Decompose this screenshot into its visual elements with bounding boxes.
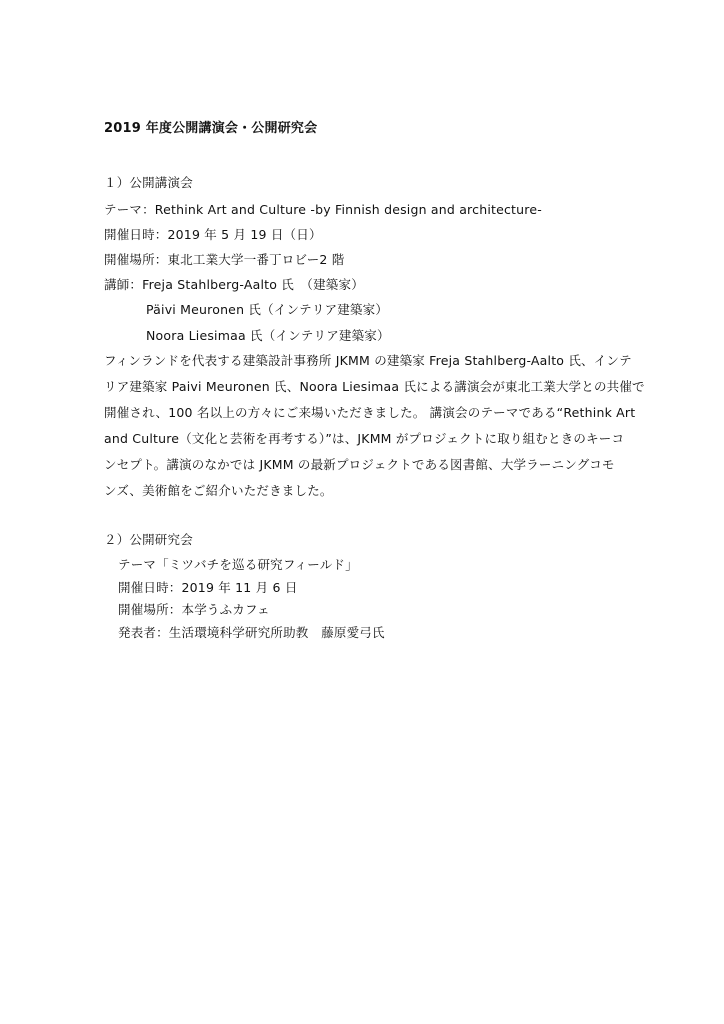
section1-place: 開催場所：東北工業大学一番丁ロビー2 階 <box>104 252 345 267</box>
body-line-3: 開催され、100 名以上の方々にご来場いただきました。 講演会のテーマである“Rethink Art <box>104 405 636 420</box>
section1-theme: テーマ：Rethink Art and Culture -by Finnish design and architecture- <box>104 202 542 217</box>
section2-theme: テーマ「ミツバチを巡る研究フィールド」 <box>118 557 358 572</box>
section2-heading: ２）公開研究会 <box>104 532 193 547</box>
section1-lecturer-3: Noora Liesimaa 氏（インテリア建築家） <box>146 328 390 343</box>
section1-date: 開催日時：2019 年 5 月 19 日（日） <box>104 227 322 242</box>
body-line-1: フィンランドを代表する建築設計事務所 JKMM の建築家 Freja Stahlberg-Aalto 氏、インテ <box>104 353 632 368</box>
section1-lecturer-2: Päivi Meuronen 氏（インテリア建築家） <box>146 302 389 317</box>
section2-date: 開催日時：2019 年 11 月 6 日 <box>118 580 298 595</box>
body-line-6: ンズ、美術館をご紹介いただきました。 <box>104 483 333 498</box>
body-line-4: and Culture（文化と芸術を再考する）”は、JKMM がプロジェクトに取り組むときのキーコ <box>104 431 625 446</box>
body-line-2: リア建築家 Paivi Meuronen 氏、Noora Liesimaa 氏による講演会が東北工業大学との共催で <box>104 379 645 394</box>
section1-heading: １）公開講演会 <box>104 175 193 190</box>
section1-lecturer: 講師：Freja Stahlberg-Aalto 氏 （建築家） <box>104 277 364 292</box>
section2-presenter: 発表者：生活環境科学研究所助教 藤原愛弓氏 <box>118 625 385 640</box>
body-line-5: ンセプト。講演のなかでは JKMM の最新プロジェクトである図書館、大学ラーニングコモ <box>104 457 615 472</box>
section2-place: 開催場所：本学うふカフェ <box>118 602 270 617</box>
document-title: 2019 年度公開講演会・公開研究会 <box>104 121 318 136</box>
